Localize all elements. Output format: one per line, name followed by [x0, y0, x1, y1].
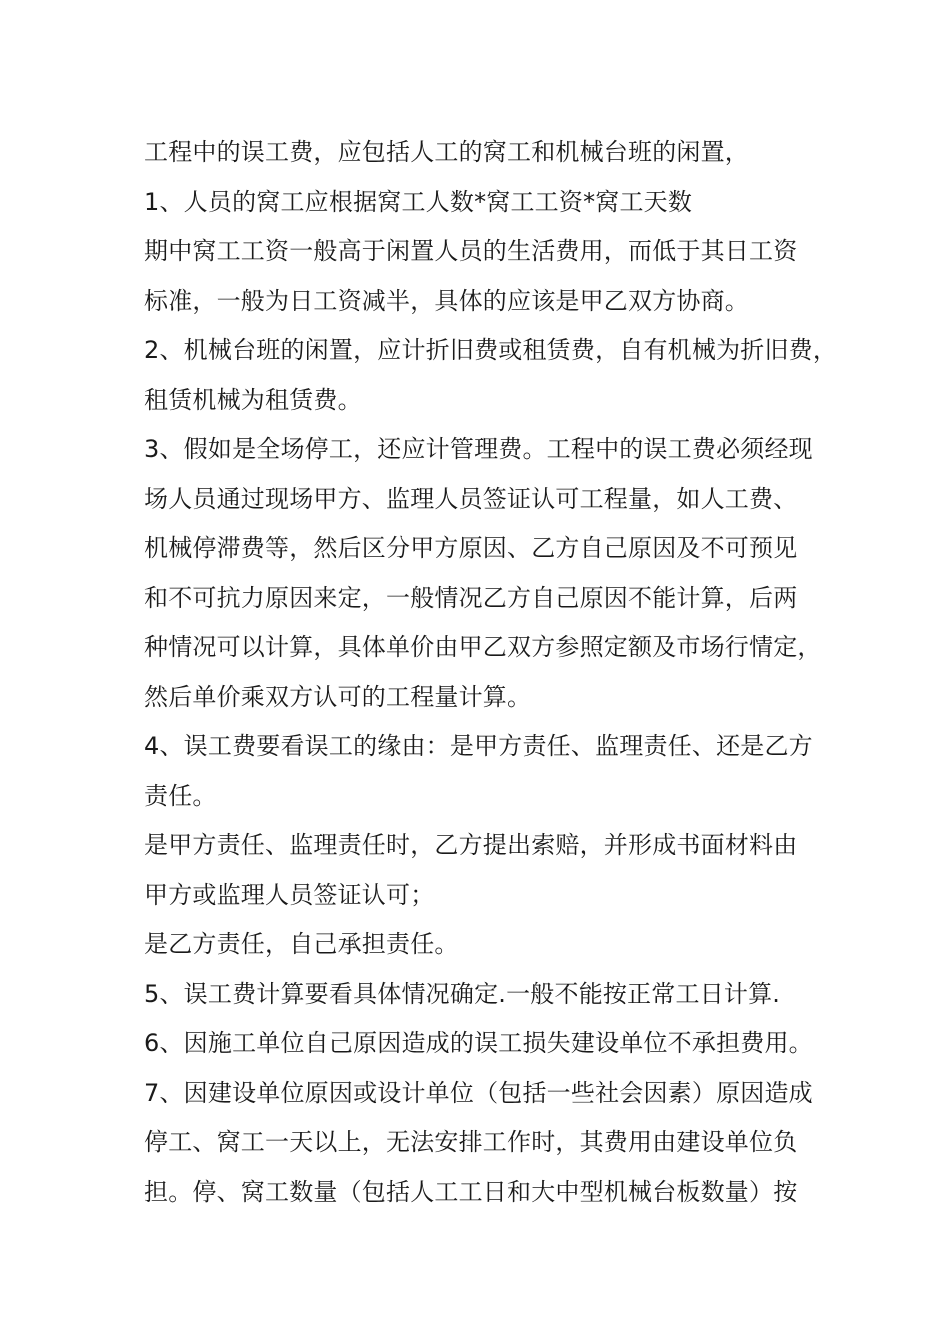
text-line: 1、人员的窝工应根据窝工人数*窝工工资*窝工天数	[144, 187, 693, 216]
document-body	[144, 128, 838, 1217]
text-line: 停工、窝工一天以上，无法安排工作时，其费用由建设单位负	[144, 1128, 798, 1156]
text-line: 是乙方责任，自己承担责任。	[144, 930, 459, 958]
text-line: 标准，一般为日工资减半，具体的应该是甲乙双方协商。	[144, 286, 749, 315]
text-line: 4、误工费要看误工的缘由：是甲方责任、监理责任、还是乙方	[144, 732, 813, 760]
text-line: 担。停、窝工数量（包括人工工日和大中型机械台板数量）按	[144, 1177, 798, 1206]
text-line: 3、假如是全场停工，还应计管理费。工程中的误工费必须经现	[144, 435, 813, 463]
text-line: 6、因施工单位自己原因造成的误工损失建设单位不承担费用。	[144, 1029, 813, 1057]
text-line: 7、因建设单位原因或设计单位（包括一些社会因素）原因造成	[144, 1078, 813, 1107]
text-line: 责任。	[144, 781, 217, 810]
text-line: 租赁机械为租赁费。	[144, 385, 362, 414]
text-line: 5、误工费计算要看具体情况确定.一般不能按正常工日计算.	[144, 979, 781, 1008]
text-line: 场人员通过现场甲方、监理人员签证认可工程量，如人工费、	[144, 484, 798, 513]
text-line: 种情况可以计算，具体单价由甲乙双方参照定额及市场行情定，	[144, 633, 822, 661]
text-line: 然后单价乘双方认可的工程量计算。	[144, 682, 532, 711]
text-line: 期中窝工工资一般高于闲置人员的生活费用，而低于其日工资	[144, 237, 798, 265]
text-line: 和不可抗力原因来定，一般情况乙方自己原因不能计算，后两	[144, 583, 798, 612]
text-line: 工程中的误工费，应包括人工的窝工和机械台班的闲置，	[144, 138, 749, 166]
text-line: 2、机械台班的闲置，应计折旧费或租赁费，自有机械为折旧费，	[144, 336, 838, 364]
text-line: 甲方或监理人员签证认可；	[144, 880, 435, 909]
text-line: 是甲方责任、监理责任时，乙方提出索赔，并形成书面材料由	[144, 831, 798, 859]
text-line: 机械停滞费等，然后区分甲方原因、乙方自己原因及不可预见	[144, 534, 798, 562]
